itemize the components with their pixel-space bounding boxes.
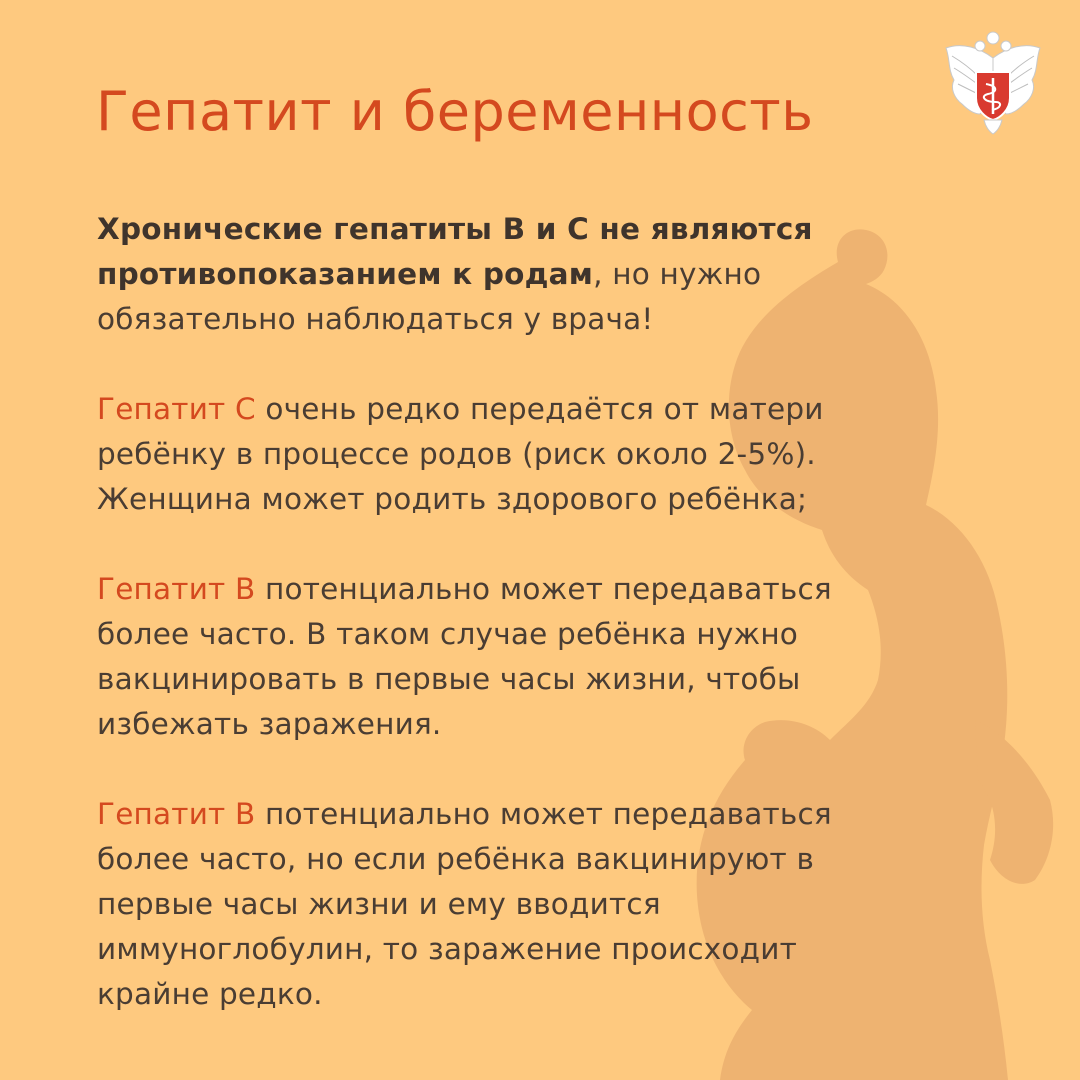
body-text: иммуноглобулин, то заражение происходит [97, 932, 797, 966]
body-text: избежать заражения. [97, 707, 442, 741]
body-text: , но нужно [593, 257, 762, 291]
accent-term: Гепатит С [97, 392, 256, 426]
body-text: потенциально может передаваться [255, 797, 832, 831]
text-line [97, 882, 887, 927]
page-title: Гепатит и беременность [96, 80, 814, 143]
body-text: первые часы жизни и ему вводится [97, 887, 661, 921]
bold-text: Хронические гепатиты В и С не являются [97, 212, 813, 246]
text-line [97, 432, 887, 477]
body-text: потенциально может передаваться [255, 572, 832, 606]
text-line [97, 702, 887, 747]
paragraph-chronic-hepatitis [97, 207, 887, 342]
text-line [97, 927, 887, 972]
paragraph-hepatitis-b-first [97, 567, 887, 747]
text-line [97, 387, 887, 432]
text-line [97, 657, 887, 702]
text-line [97, 567, 887, 612]
text-line [97, 792, 887, 837]
body-text: Женщина может родить здорового ребёнка; [97, 482, 808, 516]
body-text: ребёнку в процессе родов (риск около 2-5%). [97, 437, 816, 471]
body-text: более часто. В таком случае ребёнка нужно [97, 617, 799, 651]
text-line [97, 207, 887, 252]
accent-term: Гепатит В [97, 797, 256, 831]
text-line [97, 297, 887, 342]
ministry-of-health-emblem-icon [940, 28, 1046, 138]
paragraph-hepatitis-b-second [97, 792, 887, 1017]
body-text: более часто, но если ребёнка вакцинируют в [97, 842, 815, 876]
body-text: обязательно наблюдаться у врача! [97, 302, 654, 336]
paragraph-hepatitis-c [97, 387, 887, 522]
text-line [97, 837, 887, 882]
text-line [97, 252, 887, 297]
text-line [97, 612, 887, 657]
accent-term: Гепатит В [97, 572, 256, 606]
content-body [97, 207, 887, 1017]
text-line [97, 972, 887, 1017]
body-text: вакцинировать в первые часы жизни, чтобы [97, 662, 801, 696]
bold-text: противопоказанием к родам [97, 257, 594, 291]
body-text: очень редко передаётся от матери [255, 392, 824, 426]
text-line [97, 477, 887, 522]
body-text: крайне редко. [97, 977, 323, 1011]
